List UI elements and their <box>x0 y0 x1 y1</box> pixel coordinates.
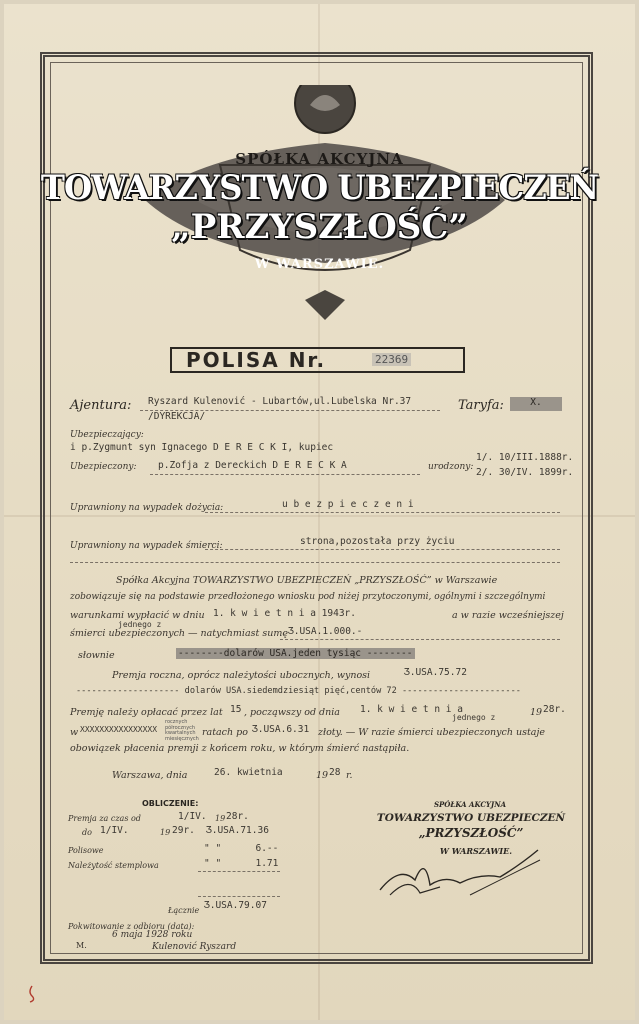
ajentura-value: Ryszard Kulenović - Lubartów,ul.Lubelska Nr.37 <box>148 396 412 407</box>
ajentura-label: Ajentura: <box>70 398 132 413</box>
company-city: W WARSZAWIE. <box>254 257 385 272</box>
urodzony-2: 2/. 30/IV. 1899r. <box>476 467 574 478</box>
start-year-prefix: 19 <box>530 707 543 718</box>
red-ink-mark <box>22 984 42 1004</box>
sign-spolka: SPÓŁKA AKCYJNA <box>433 800 507 809</box>
polisa-number: 22369 <box>372 353 411 366</box>
obl-row2-to: 1/IV. <box>100 825 129 836</box>
obl-total-line <box>198 896 280 897</box>
obl-row4-label: Należytość stemplowa <box>68 861 159 870</box>
company-name: TOWARZYSTWO UBEZPIECZEŃ <box>40 168 599 208</box>
obl-row3-amount: " " 6.-- <box>204 843 279 854</box>
sign-city: W WARSZAWIE. <box>439 846 513 856</box>
taryfa-value: X. <box>510 397 562 411</box>
obl-row2-amount: Ʒ.USA.71.36 <box>206 825 269 836</box>
urodzony-1: 1/. 10/III.1888r. <box>476 452 574 463</box>
issued-suffix: r. <box>346 770 353 781</box>
body-line-1: Spółka Akcyjna TOWARZYSTWO UBEZPIECZEŃ „PRZYSZŁOŚĆ” w Warszawie <box>116 575 498 586</box>
premja-label: Premja roczna, oprócz należytości ubocznych, wynosi <box>112 670 371 681</box>
ratach-po-label: ratach po <box>202 727 248 738</box>
raty-types: rocznych półrocznych kwartalnych miesięcznych <box>165 719 199 742</box>
lat-value: 15 <box>230 704 242 715</box>
company-brand: „PRZYSZŁOŚĆ” <box>171 207 468 247</box>
obl-row3-label: Polisowe <box>68 846 104 855</box>
obl-sum-line <box>198 871 280 872</box>
urodzony-label: urodzony: <box>428 462 474 472</box>
obl-row1-label: Premja za czas od <box>68 814 141 823</box>
ubezpieczony-line <box>150 474 420 475</box>
polisa-label: POLISA Nr. <box>186 348 327 372</box>
ubezpieczajacy-label: Ubezpieczający: <box>70 430 144 440</box>
obliczenie-title: OBLICZENIE: <box>142 799 199 808</box>
ubezpieczony-label: Ubezpieczony: <box>70 462 137 472</box>
obl-row1-year: 28r. <box>226 811 249 822</box>
jednego-insert-2: jednego z <box>452 713 496 722</box>
sign-company: TOWARZYSTWO UBEZPIECZEŃ <box>376 812 566 824</box>
obl-row1-prefix: 19 <box>215 814 226 823</box>
receipt-date: 6 maja 1928 roku <box>112 930 193 940</box>
dozycie-label: Uprawniony na wypadek dożycia: <box>70 503 224 513</box>
sum-value: Ʒ.USA.1.000.- <box>288 626 363 637</box>
obl-total-label: Łącznie <box>168 906 200 915</box>
obl-row2-prefix: 19 <box>160 828 171 837</box>
ubezpieczony-value: p.Zofja z Dereckich D E R E C K A <box>158 460 347 471</box>
start-year: 28r. <box>543 704 566 715</box>
body-line-3b: a w razie wcześniejszej <box>452 610 564 621</box>
obowiazek-label: obowiązek płacenia premji z końcem roku, w którym śmierć nastąpiła. <box>70 743 410 754</box>
ajentura-value2: /DYREKCJA/ <box>148 411 206 422</box>
sum-line <box>280 639 560 640</box>
dozycie-value: u b e z p i e c z e n i <box>282 499 414 510</box>
obl-row4-amount: " " 1.71 <box>204 858 279 869</box>
premja-words: -------------------- dolarów USA.siedemdziesiąt pięć,centów 72 ----------------------- <box>76 686 521 696</box>
ubezpieczajacy-value: i p.Zygmunt syn Ignacego D E R E C K I, kupiec <box>70 442 334 453</box>
dozycie-line <box>205 512 560 513</box>
body-line-4b: — natychmiast sumę <box>188 628 288 639</box>
handwritten-signature <box>370 845 550 905</box>
issued-year: 28 <box>329 767 341 778</box>
body-line-2: zobowiązuje się na podstawie przedłożonego wniosku pod niżej przytoczonymi, ogólnymi i szczególnymi <box>70 592 546 602</box>
issued-day: 26. kwietnia <box>214 767 283 778</box>
zlotych-label: złoty. — W razie śmierci ubezpieczonych ustaje <box>318 727 546 738</box>
smierc-line <box>205 549 560 550</box>
poczawszy-label: , począwszy od dnia <box>244 707 340 718</box>
obl-total-amount: Ʒ.USA.79.07 <box>204 900 267 911</box>
obl-row1-from: 1/IV. <box>178 811 207 822</box>
obl-row2-year: 29r. <box>172 825 195 836</box>
receipt-name: Kulenović Ryszard <box>152 942 237 952</box>
obl-row2-label: do <box>82 828 92 837</box>
body-line-4: śmierci ubezpieczonych <box>70 628 186 639</box>
start-date: 1. k w i e t n i a <box>360 704 463 715</box>
rata-value: Ʒ.USA.6.31 <box>252 724 310 735</box>
ajentura-line <box>140 410 440 411</box>
premja-value: Ʒ.USA.75.72 <box>404 667 467 678</box>
taryfa-label: Taryfa: <box>458 398 504 413</box>
receipt-label: Pokwitowanie z odbioru (data): <box>68 922 195 931</box>
w-label: w <box>70 727 79 738</box>
payout-date: 1. k w i e t n i a 1943r. <box>213 608 356 619</box>
smierc-value: strona,pozostała przy życiu <box>300 536 455 547</box>
separator-line <box>70 562 560 563</box>
sign-brand: „PRZYSZŁOŚĆ” <box>418 826 524 840</box>
issued-label: Warszawa, dnia <box>112 770 188 781</box>
body-line-3: warunkami wypłacić w dniu <box>70 610 205 621</box>
slownie-label: słownie <box>78 650 115 661</box>
oplacac-label: Premję należy opłacać przez lat <box>70 707 223 718</box>
raty-struck: XXXXXXXXXXXXXXXX <box>80 725 158 734</box>
slownie-value: --------dolarów USA.jeden tysiąc -------- <box>178 648 413 659</box>
receipt-m: M. <box>76 941 87 950</box>
issued-year-prefix: 19 <box>316 770 329 781</box>
header-spolka: SPÓŁKA AKCYJNA <box>235 150 404 168</box>
jednego-insert: jednego z <box>118 620 162 629</box>
smierc-label: Uprawniony na wypadek śmierci: <box>70 541 223 551</box>
